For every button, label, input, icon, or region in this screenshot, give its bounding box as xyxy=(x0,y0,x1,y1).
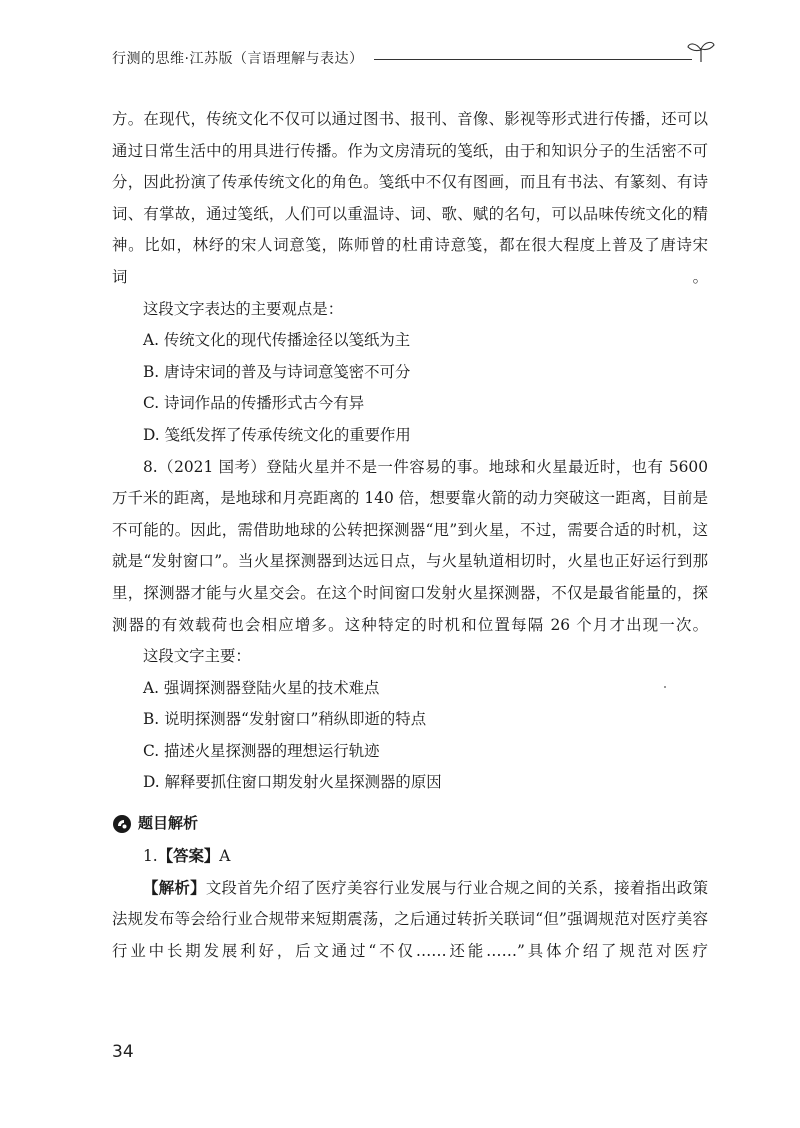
question-8-option-b: B. 说明探测器“发射窗口”稍纵即逝的特点 xyxy=(143,710,427,729)
analysis-badge-icon xyxy=(112,814,132,834)
analysis-heading xyxy=(112,807,708,841)
question-8-passage: 8.（2021 国考）登陆火星并不是一件容易的事。地球和火星最近时，也有 5600 万千米的距离，是地球和月亮距离的 140 倍，想要靠火箭的动力突破这一距离，目前是不可能的。因此，需借助地球的公转把探测器“甩”到火星，不过，需要合适的时机，这就是“发射窗口”。当火星探测器到达远日点，与火星轨道相切时，火星也正好运行到那里，探测器才能与火星交会。在这个时间窗口发射火星探测器，不仅是最省能量的，探测器的有效载荷也会相应增多。这种特定的时机和位置每隔 26 个月才出现一次。 xyxy=(112,457,708,634)
sprout-icon xyxy=(686,38,716,64)
header-title: 行测的思维·江苏版（言语理解与表达） xyxy=(112,51,364,67)
scan-speck xyxy=(664,686,666,688)
question-8-prompt: 这段文字主要： xyxy=(143,647,251,666)
question-7-option-d: D. 笺纸发挥了传承传统文化的重要作用 xyxy=(143,425,411,444)
running-header xyxy=(112,44,712,72)
question-7-option-b: B. 唐诗宋词的普及与诗词意笺密不可分 xyxy=(143,362,411,381)
page-content xyxy=(112,104,708,967)
passage-continuation: 方。在现代，传统文化不仅可以通过图书、报刊、音像、影视等形式进行传播，还可以通过日常生活中的用具进行传播。作为文房清玩的笺纸，由于和知识分子的生活密不可分，因此扮演了传承传统文化的角色。笺纸中不仅有图画，而且有书法、有篆刻、有诗词、有掌故，通过笺纸，人们可以重温诗、词、歌、赋的名句，可以品味传统文化的精神。比如，林纾的宋人词意笺，陈师曾的杜甫诗意笺，都在很大程度上普及了唐诗宋词。 xyxy=(112,110,708,286)
explanation-text: 文段首先介绍了医疗美容行业发展与行业合规之间的关系，接着指出政策法规发布等会给行业合规带来短期震荡，之后通过转折关联词“但”强调规范对医疗美容行业中长期发展利好，后文通过“不仅……还能……”具体介绍了规范对医疗 xyxy=(112,878,708,960)
question-7-prompt: 这段文字表达的主要观点是： xyxy=(143,299,344,318)
question-7-option-a: A. 传统文化的现代传播途径以笺纸为主 xyxy=(143,331,411,350)
answer-line xyxy=(112,841,708,873)
question-8-option-a: A. 强调探测器登陆火星的技术难点 xyxy=(143,678,380,697)
question-8-option-d: D. 解释要抓住窗口期发射火星探测器的原因 xyxy=(143,773,442,792)
answer-number: 1. xyxy=(143,847,158,866)
page-number: 34 xyxy=(112,1042,134,1062)
header-rule xyxy=(374,59,692,60)
explanation-label: 【解析】 xyxy=(143,878,206,897)
question-8-option-c: C. 描述火星探测器的理想运行轨迹 xyxy=(143,741,380,760)
answer-label: 【答案】 xyxy=(157,847,220,866)
explanation-paragraph xyxy=(112,873,708,968)
analysis-heading-text: 题目解析 xyxy=(138,814,199,833)
answer-value: A xyxy=(219,847,231,866)
question-7-option-c: C. 诗词作品的传播形式古今有异 xyxy=(143,394,365,413)
